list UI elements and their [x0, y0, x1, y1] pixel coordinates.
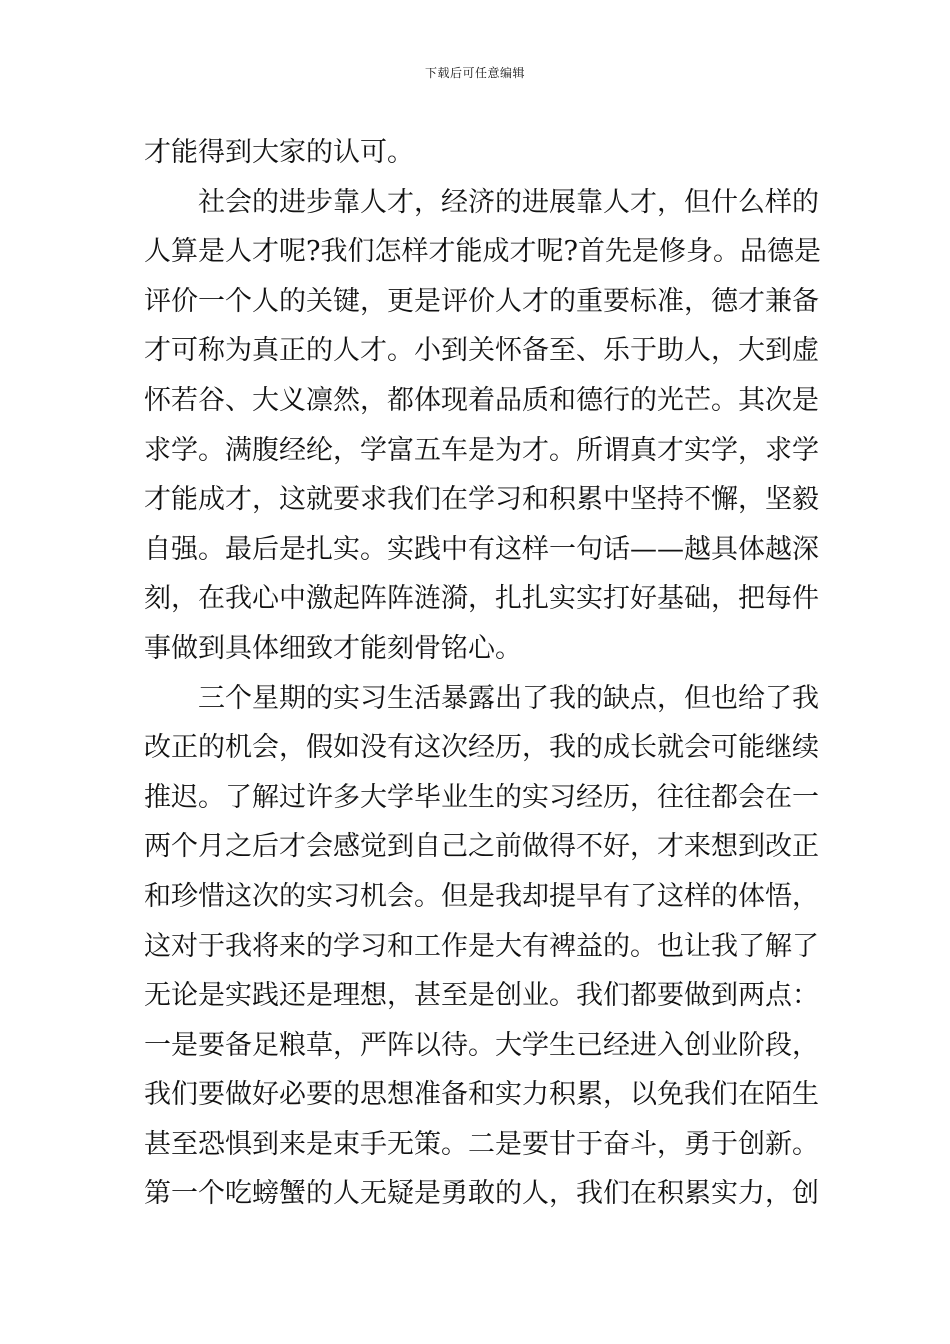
text-line: 推迟。了解过许多大学毕业生的实习经历，往往都会在一: [144, 781, 819, 813]
text-line: 改正的机会，假如没有这次经历，我的成长就会可能继续: [144, 732, 819, 764]
document-body: [144, 128, 821, 1219]
text-line: 第一个吃螃蟹的人无疑是勇敢的人，我们在积累实力，创: [144, 1178, 819, 1210]
text-line: 怀若谷、大义凛然，都体现着品质和德行的光芒。其次是: [144, 384, 819, 416]
text-line: 求学。满腹经纶，学富五车是为才。所谓真才实学，求学: [144, 434, 819, 466]
text-line: 事做到具体细致才能刻骨铭心。: [144, 632, 522, 664]
text-line: 这对于我将来的学习和工作是大有裨益的。也让我了解了: [144, 930, 819, 962]
text-line: 才能成才，这就要求我们在学习和积累中坚持不懈，坚毅: [144, 484, 819, 516]
text-line: 甚至恐惧到来是束手无策。二是要甘于奋斗，勇于创新。: [144, 1128, 819, 1160]
text-line: 自强。最后是扎实。实践中有这样一句话——越具体越深: [144, 533, 819, 565]
text-line: 评价一个人的关键，更是评价人才的重要标准，德才兼备: [144, 285, 819, 317]
text-line: 我们要做好必要的思想准备和实力积累，以免我们在陌生: [144, 1079, 819, 1111]
text-line: 社会的进步靠人才，经济的进展靠人才，但什么样的: [198, 186, 819, 218]
text-line: 三个星期的实习生活暴露出了我的缺点，但也给了我: [198, 682, 819, 714]
text-line: 刻，在我心中激起阵阵涟漪，扎扎实实打好基础，把每件: [144, 583, 819, 615]
text-line: 无论是实践还是理想，甚至是创业。我们都要做到两点：: [144, 980, 819, 1012]
text-line: 才能得到大家的认可。: [144, 137, 414, 168]
text-line: 和珍惜这次的实习机会。但是我却提早有了这样的体悟，: [144, 880, 819, 912]
text-line: 一是要备足粮草，严阵以待。大学生已经进入创业阶段，: [144, 1029, 819, 1061]
page-header: 下载后可任意编辑: [424, 66, 525, 80]
text-line: 两个月之后才会感觉到自己之前做得不好，才来想到改正: [144, 831, 819, 863]
text-line: 人算是人才呢?我们怎样才能成才呢?首先是修身。品德是: [144, 236, 821, 268]
text-line: 才可称为真正的人才。小到关怀备至、乐于助人，大到虚: [144, 335, 819, 367]
